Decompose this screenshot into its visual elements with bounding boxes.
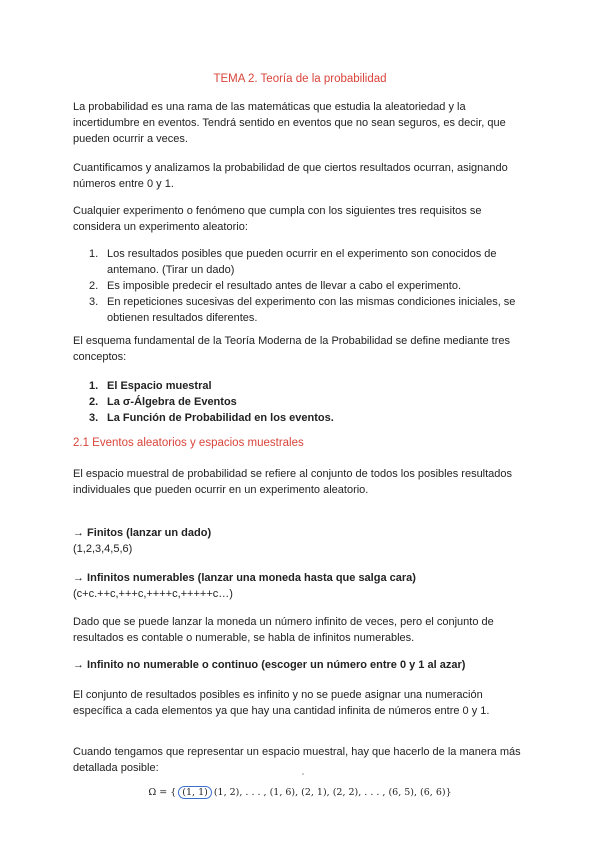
espacio-definition: El espacio muestral de probabilidad se refiere al conjunto de todos los posibles resultados individuales que pueden ocurrir en un experimento aleatorio. xyxy=(73,468,513,496)
intro-paragraph-1: La probabilidad es una rama de las matemáticas que estudia la aleatoriedad y la incertidumbre en eventos. Tendrá sentido en eventos que no sean seguros, es decir, que pueden ocurrir a veces. xyxy=(73,101,506,145)
list-item xyxy=(73,246,525,278)
list-text: El Espacio muestral xyxy=(107,380,212,392)
finitos-heading: → Finitos (lanzar un dado) xyxy=(73,527,212,539)
list-text: La Función de Probabilidad en los eventos. xyxy=(107,412,334,424)
list-number: 3. xyxy=(89,412,99,424)
list-item xyxy=(73,378,525,394)
page-title: TEMA 2. Teoría de la probabilidad xyxy=(213,73,387,85)
list-item xyxy=(73,278,525,294)
finitos-example: (1,2,3,4,5,6) xyxy=(73,543,133,555)
circled-element: (1, 1) xyxy=(178,786,212,799)
list-number: 2. xyxy=(89,280,99,292)
list-number: 1. xyxy=(89,380,99,392)
continuo-paragraph: El conjunto de resultados posibles es infinito y no se puede asignar una numeración específica a cada elementos ya que hay una cantidad infinita de números entre 0 y 1. xyxy=(73,689,490,717)
requisitos-list xyxy=(73,246,525,326)
section-heading: 2.1 Eventos aleatorios y espacios muestrales xyxy=(73,437,304,449)
list-text: La σ-Álgebra de Eventos xyxy=(107,396,237,408)
list-number: 3. xyxy=(89,296,99,308)
esquema-paragraph: El esquema fundamental de la Teoría Moderna de la Probabilidad se define mediante tres conceptos: xyxy=(73,335,511,363)
list-item xyxy=(73,294,525,326)
representar-paragraph: Cuando tengamos que representar un espacio muestral, hay que hacerlo de la manera más detallada posible: xyxy=(73,746,521,774)
infinitos-heading: → Infinitos numerables (lanzar una moneda hasta que salga cara) xyxy=(73,572,416,584)
list-number: 1. xyxy=(89,248,99,260)
intro-paragraph-2: Cuantificamos y analizamos la probabilidad de que ciertos resultados ocurran, asignando números entre 0 y 1. xyxy=(73,162,508,190)
list-text: Es imposible predecir el resultado antes de llevar a cabo el experimento. xyxy=(107,280,462,292)
list-number: 2. xyxy=(89,396,99,408)
infinitos-example: (c+c.++c,+++c,++++c,+++++c…) xyxy=(73,588,233,600)
infinitos-paragraph: Dado que se puede lanzar la moneda un número infinito de veces, pero el conjunto de resultados es contable o numerable, se habla de infinitos numerables. xyxy=(73,616,494,644)
list-item xyxy=(73,394,525,410)
list-text: Los resultados posibles que pueden ocurrir en el experimento son conocidos de antemano. (Tirar un dado) xyxy=(107,248,497,276)
list-item xyxy=(73,410,525,426)
sample-space-formula xyxy=(0,786,600,799)
continuo-heading: → Infinito no numerable o continuo (escoger un número entre 0 y 1 al azar) xyxy=(73,659,466,671)
formula-rest: (1, 2), . . . , (1, 6), (2, 1), (2, 2), . . . , (6, 5), (6, 6)} xyxy=(213,787,452,798)
list-text: En repeticiones sucesivas del experimento con las mismas condiciones iniciales, se obtienen resultados diferentes. xyxy=(107,296,516,324)
conceptos-list xyxy=(73,378,525,426)
decorative-dot xyxy=(302,773,304,775)
formula-lhs: Ω = { xyxy=(148,787,177,798)
intro-paragraph-3: Cualquier experimento o fenómeno que cumpla con los siguientes tres requisitos se considera un experimento aleatorio: xyxy=(73,205,482,233)
